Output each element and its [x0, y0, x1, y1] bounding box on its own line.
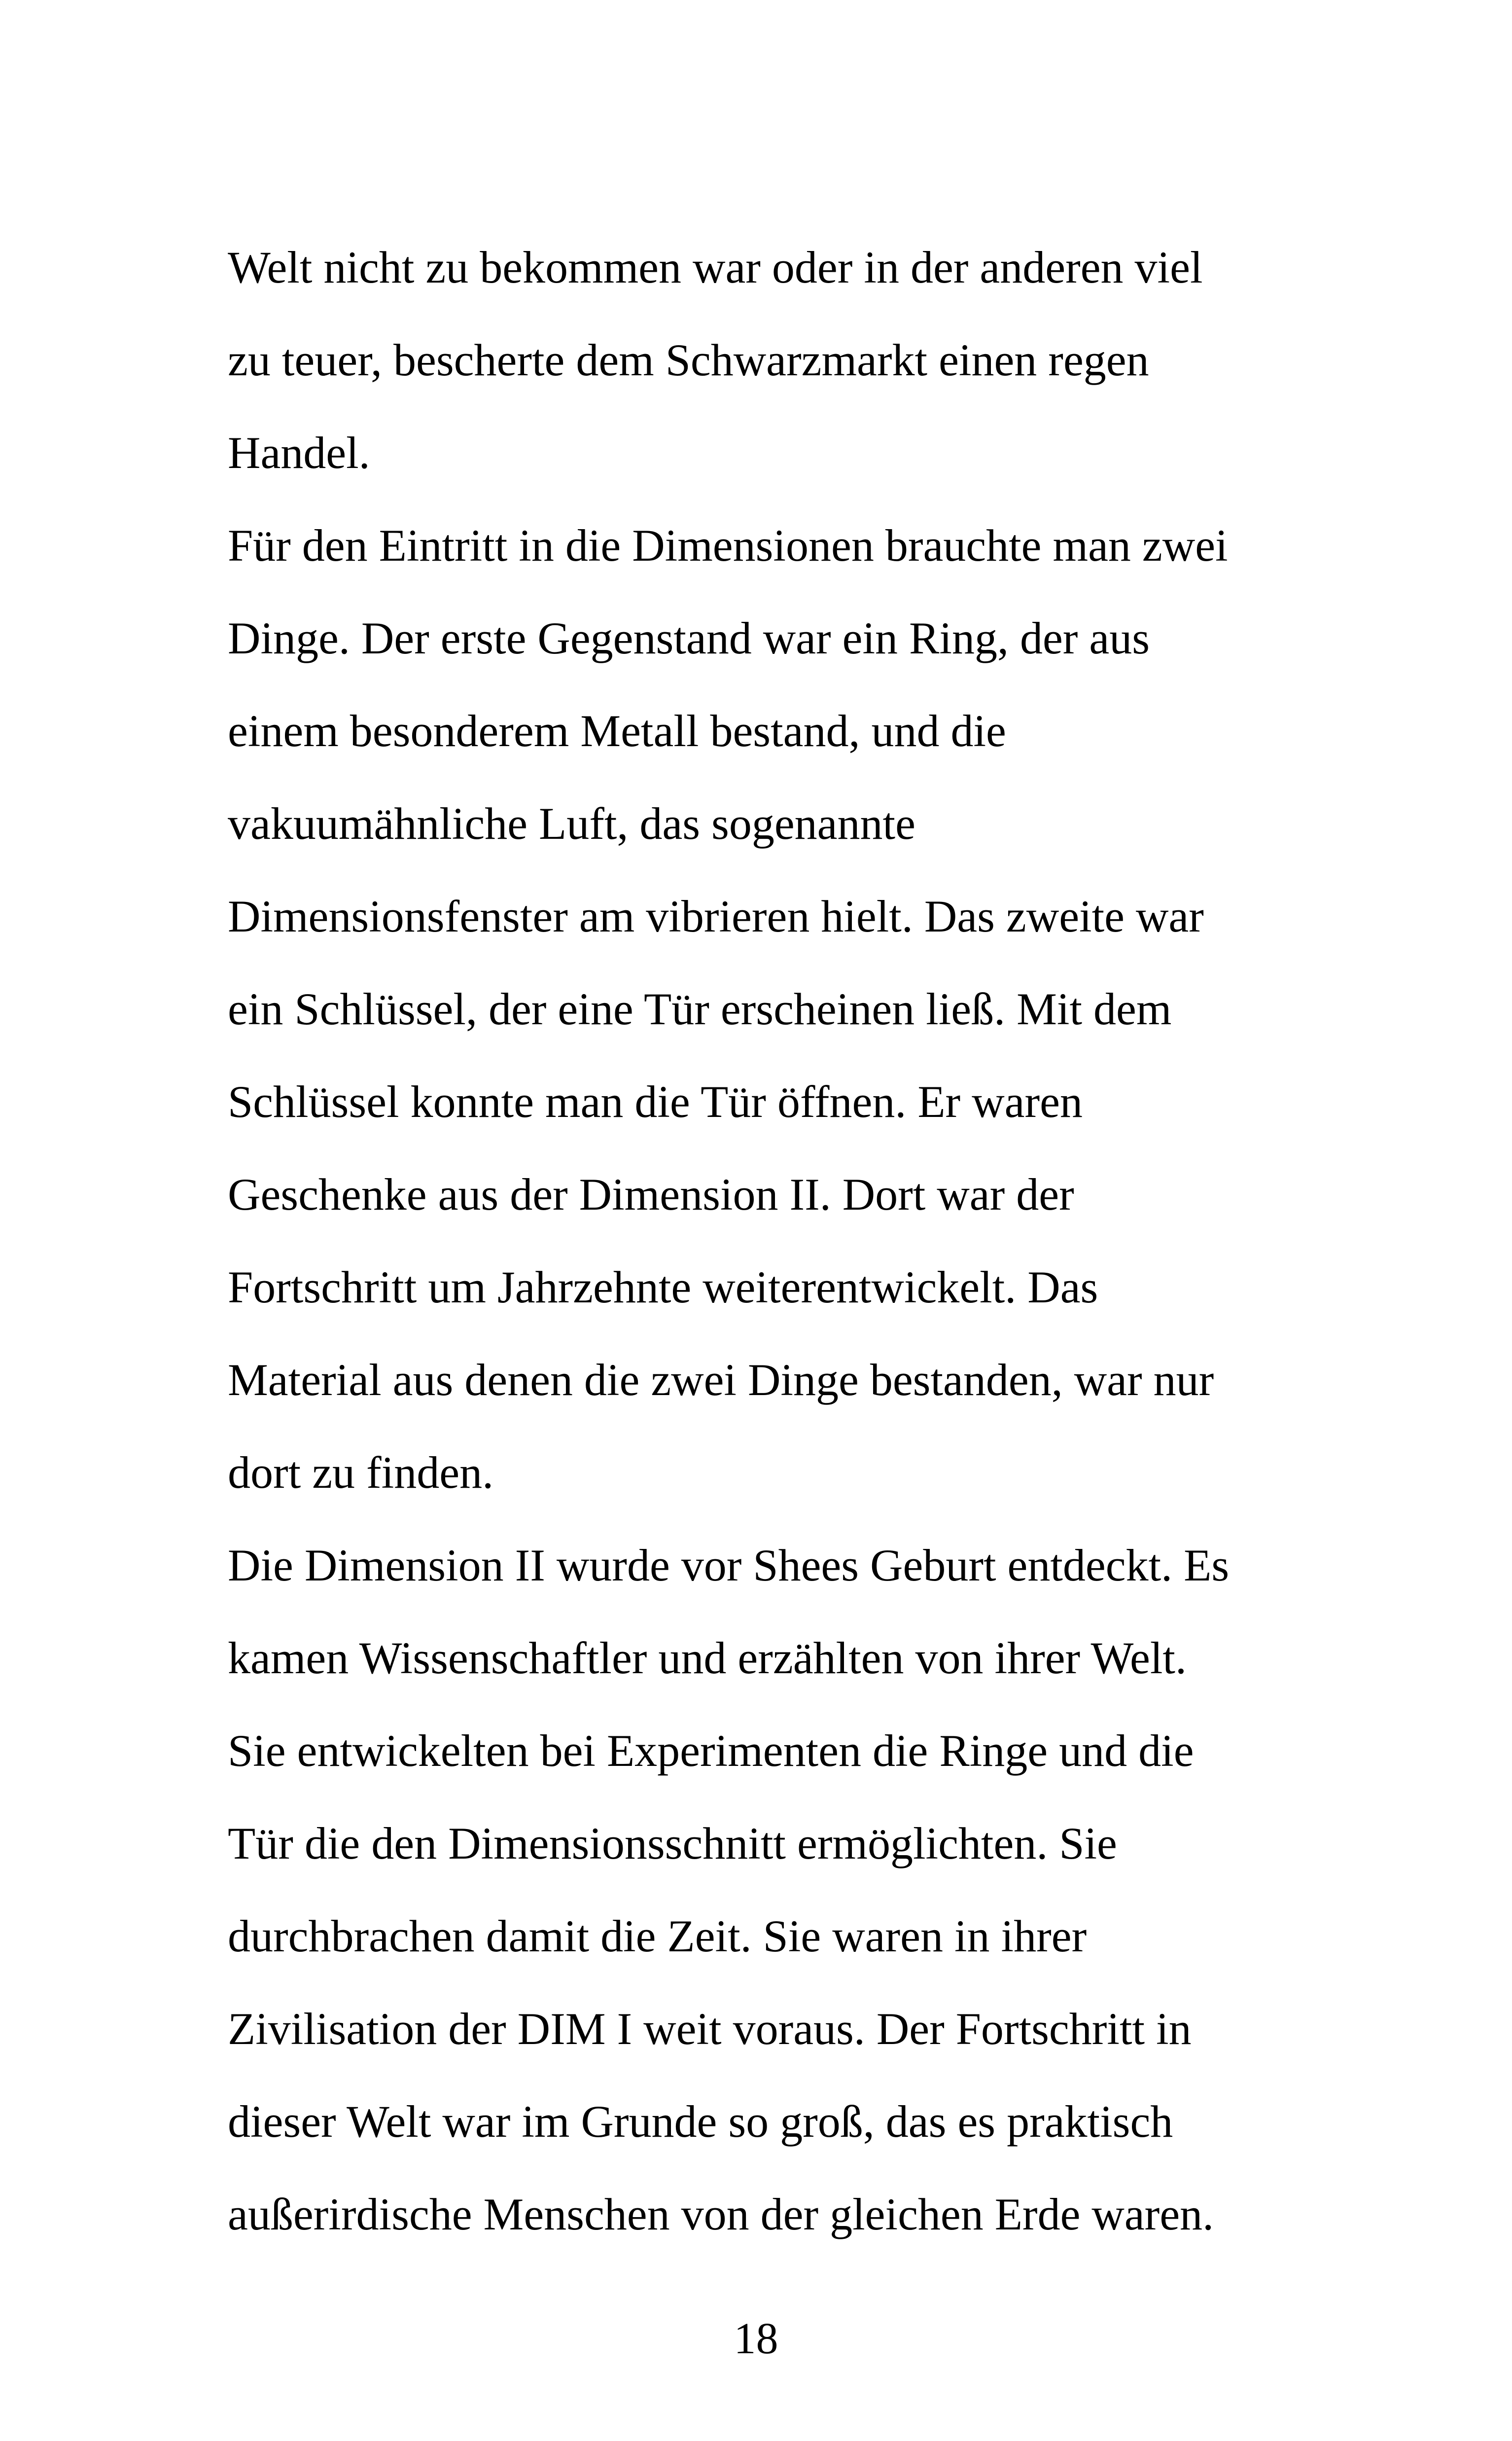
text-line: einem besonderem Metall bestand, und die — [228, 706, 1006, 756]
text-line: Handel. — [228, 428, 370, 478]
text-line: außerirdische Menschen von der gleichen Erde waren. — [228, 2189, 1214, 2239]
text-line: Schlüssel konnte man die Tür öffnen. Er waren — [228, 1077, 1083, 1127]
text-line: dort zu finden. — [228, 1447, 494, 1498]
text-line: Sie entwickelten bei Experimenten die Ringe und die — [228, 1725, 1194, 1776]
text-line: zu teuer, bescherte dem Schwarzmarkt einen regen — [228, 335, 1149, 385]
text-line: Geschenke aus der Dimension II. Dort war der — [228, 1169, 1074, 1220]
text-line: Dinge. Der erste Gegenstand war ein Ring, der aus — [228, 613, 1150, 663]
text-line: durchbrachen damit die Zeit. Sie waren in ihrer — [228, 1911, 1087, 1961]
text-line: ein Schlüssel, der eine Tür erscheinen ließ. Mit dem — [228, 984, 1172, 1034]
text-line: Dimensionsfenster am vibrieren hielt. Das zweite war — [228, 891, 1204, 941]
body-text — [228, 221, 1401, 2261]
text-line: Tür die den Dimensionsschnitt ermöglichten. Sie — [228, 1818, 1117, 1868]
text-line: Die Dimension II wurde vor Shees Geburt entdeckt. Es — [228, 1540, 1230, 1590]
text-line: dieser Welt war im Grunde so groß, das es praktisch — [228, 2096, 1173, 2147]
text-line: Fortschritt um Jahrzehnte weiterentwickelt. Das — [228, 1262, 1098, 1312]
text-line: Für den Eintritt in die Dimensionen brauchte man zwei — [228, 520, 1228, 571]
text-line: kamen Wissenschaftler und erzählten von ihrer Welt. — [228, 1633, 1187, 1683]
text-line: vakuumähnliche Luft, das sogenannte — [228, 798, 915, 849]
page-number: 18 — [734, 2314, 778, 2363]
text-line: Zivilisation der DIM I weit voraus. Der Fortschritt in — [228, 2004, 1192, 2054]
text-line: Welt nicht zu bekommen war oder in der anderen viel — [228, 242, 1203, 292]
text-line: Material aus denen die zwei Dinge bestanden, war nur — [228, 1355, 1214, 1405]
